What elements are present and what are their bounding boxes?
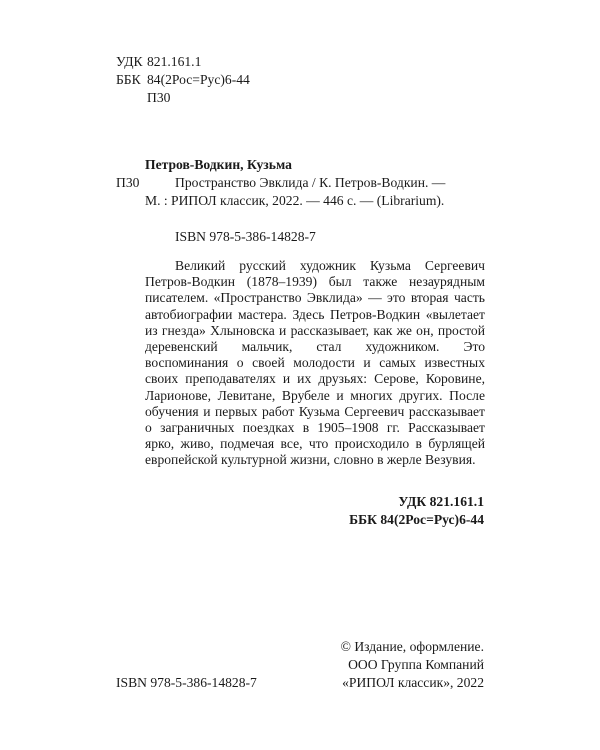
author-mark: П30	[116, 175, 140, 190]
udk-value: 821.161.1	[147, 54, 202, 69]
copyright-line-1: © Издание, оформление.	[340, 639, 484, 654]
bbk-code-bold: ББК 84(2Рос=Рус)6-44	[349, 512, 484, 527]
udk-row	[116, 54, 143, 70]
abstract-paragraph: Великий русский художник Кузьма Сергеевич Петров-Водкин (1878–1939) был также незаурядным писателем. «Пространство Эвклида» — это вторая часть автобиографии мастера. Здесь Петров-Водкин «вылетает из гнезда» Хлыновска и рассказывает, как же он, простой деревенский мальчик, стал художником. Это воспоминания о своей молодости и самых известных своих преподавателях и их друзьях: Серове, Коровине, Ларионове, Левитане, Врубеле и многих других. После обучения и первых работ Кузьма Сергеевич рассказывает о заграничных поездках в 1905–1908 гг. Рассказывает ярко, живо, подмечая все, что происходило в бурлящей европейской культурной жизни, словно в жерле Везувия.	[145, 258, 485, 468]
copyright-line-3: «РИПОЛ классик», 2022	[342, 675, 484, 690]
udk-code-bold: УДК 821.161.1	[398, 494, 484, 509]
isbn-footer: ISBN 978-5-386-14828-7	[116, 675, 257, 690]
bbk-label: ББК	[116, 72, 141, 87]
copyright-line-2: ООО Группа Компаний	[348, 657, 484, 672]
bbk-value: 84(2Рос=Рус)6-44	[147, 72, 250, 87]
isbn-record: ISBN 978-5-386-14828-7	[175, 229, 316, 244]
imprint-line: М. : РИПОЛ классик, 2022. — 446 с. — (Librarium).	[145, 193, 445, 208]
udk-label: УДК	[116, 54, 143, 69]
author-mark-top: П30	[147, 90, 171, 105]
title-line: Пространство Эвклида / К. Петров-Водкин. —	[175, 175, 446, 190]
author-heading: Петров-Водкин, Кузьма	[145, 157, 292, 172]
